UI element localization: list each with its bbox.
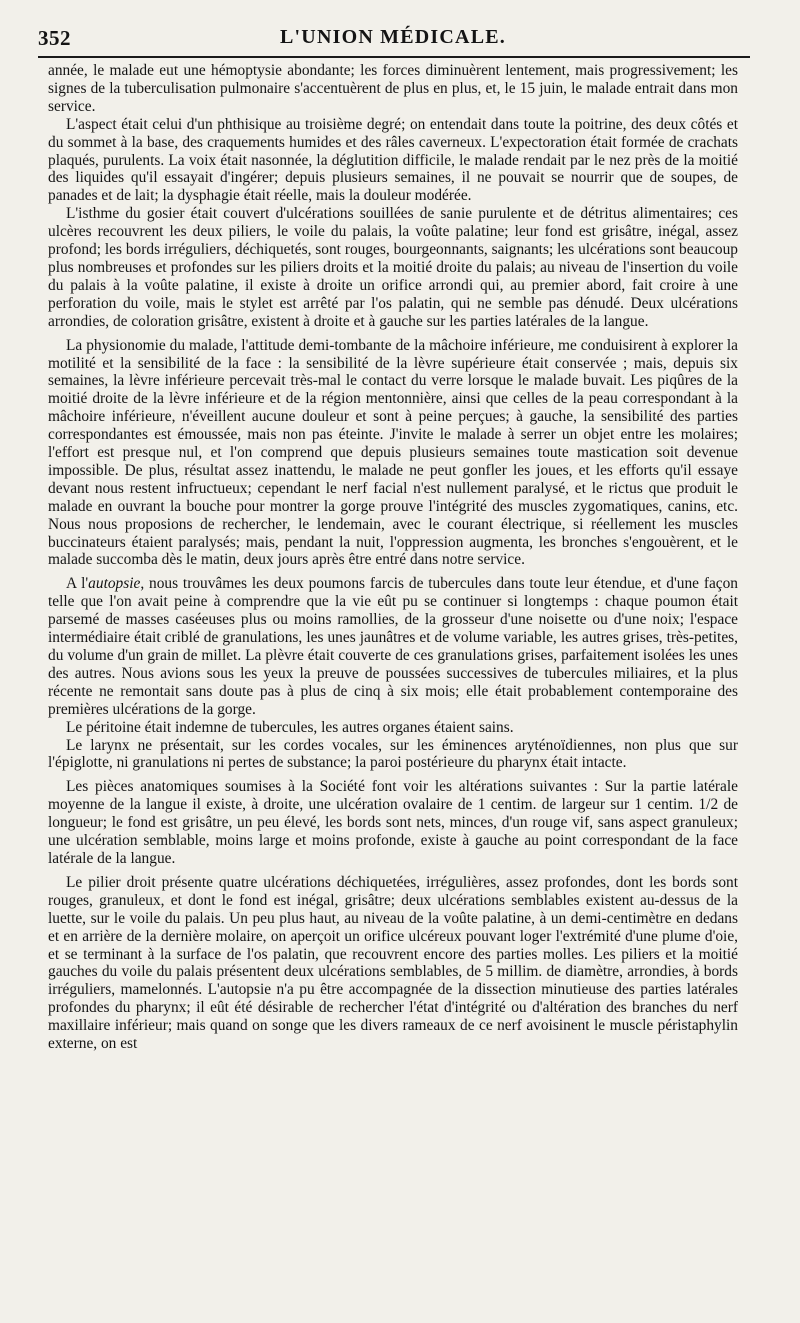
body-text [48,62,738,1053]
autopsy-text: , nous trouvâmes les deux poumons farcis de tubercules dans toute leur étendue, et d'une façon telle que l'on avait peine à comprendre que la vie eût pu se continuer si longtemps : chaque poumon était parsemé de masses caséeuses plus ou moins ramollies, de la grosseur d'une noisette ou d'une noix; l'espace intermédiaire était criblé de granulations, les unes jaunâtres et de volume variable, les autres grises, très-petites, du volume d'un grain de millet. La plèvre était couverte de ces granulations grises, parfaitement isolées les unes des autres. Nous avions sous les yeux la preuve de poussées successives de tubercules miliaires, et la plus récente ne remontait sans doute pas à plus de cinq à six mois; elle était probablement contemporaine des premières ulcérations de la gorge. [48,575,738,718]
page-number: 352 [38,26,71,50]
page-header [38,22,748,52]
paragraph: année, le malade eut une hémoptysie abondante; les forces diminuèrent lentement, mais progressivement; les signes de la tuberculisation pulmonaire s'accentuèrent de plus en plus, et, le 15 juin, le malade entrait dans mon service. [48,62,738,115]
autopsy-emphasis: autopsie [88,575,141,593]
paragraph: Les pièces anatomiques soumises à la Société font voir les altérations suivantes : Sur la partie latérale moyenne de la langue il existe, à droite, une ulcération ovalaire de 1 centim. de largeur sur 1 centim. 1/2 de longueur; le fond est grisâtre, un peu élevé, les bords sont nets, minces, d'un rouge vif, sans aspect granuleux; une ulcération semblable, moins large et moins profonde, existe à gauche au point correspondant de la face latérale de la langue. [48,778,738,867]
header-rule [38,56,750,58]
paragraph: L'aspect était celui d'un phthisique au troisième degré; on entendait dans toute la poitrine, des deux côtés et du sommet à la base, des craquements humides et des râles caverneux. L'expectoration était formée de crachats plaqués, purulents. La voix était nasonnée, la déglutition difficile, le malade rendait par le nez près de la moitié des liquides qu'il essayait d'ingérer; depuis plusieurs semaines, il ne pouvait se nourrir que de soupes, de panades et de lait; la dysphagie était réelle, mais la douleur modérée. [48,115,738,205]
journal-title: L'UNION MÉDICALE. [280,26,506,48]
autopsy-lead: A l' [66,575,89,593]
paragraph: Le larynx ne présentait, sur les cordes vocales, sur les éminences aryténoïdiennes, non plus que sur l'épiglotte, ni granulations ni pertes de substance; la paroi postérieure du pharynx était intacte. [48,736,738,772]
paragraph: L'isthme du gosier était couvert d'ulcérations souillées de sanie purulente et de détritus alimentaires; ces ulcères recouvrent les deux piliers, le voile du palais, la voûte palatine; leur fond est grisâtre, inégal, assez profond; les bords irréguliers, déchiquetés, sont rouges, bourgeonnants, saignants; les ulcérations sont beaucoup plus nombreuses et profondes sur les piliers droits et la moitié droite du palais; au niveau de l'insertion du voile du palais à la voûte palatine, il existe à droite un orifice arrondi qui, au premier abord, fait croire à une perforation du voile, mais le stylet est arrêté par l'os palatin, qui ne semble pas dénudé. Deux ulcérations arrondies, de coloration grisâtre, existent à droite et à gauche sur les parties latérales de la langue. [48,205,738,330]
paragraph: Le péritoine était indemne de tubercules, les autres organes étaient sains. [66,718,514,736]
paragraph: Le pilier droit présente quatre ulcérations déchiquetées, irrégulières, assez profondes, dont les bords sont rouges, granuleux, et dont le fond est inégal, grisâtre; deux ulcérations semblables existent au-dessus de la luette, sur le voile du palais. Un peu plus haut, au niveau de la voûte palatine, à un demi-centimètre en dedans et en arrière de la dernière molaire, on aperçoit un orifice ulcéreux pouvant loger l'extrémité d'une plume d'oie, et se terminant à la surface de l'os palatin, que recouvrent encore des parties molles. Les piliers et la moitié gauches du voile du palais présentent deux ulcérations semblables, de 5 millim. de diamètre, arrondies, à bords irréguliers, mamelonnés. L'autopsie n'a pu être accompagnée de la dissection minutieuse des parties latérales profondes du pharynx; il eût été désirable de rechercher l'état d'intégrité ou d'altération des branches du nerf maxillaire inférieur; mais quand on songe que les divers rameaux de ce nerf avoisinent le muscle péristaphylin externe, on est [48,873,738,1053]
paragraph-autopsy [48,575,738,718]
paragraph: La physionomie du malade, l'attitude demi-tombante de la mâchoire inférieure, me conduisirent à explorer la motilité et la sensibilité de la face : la sensibilité de la lèvre supérieure était conservée ; mais, depuis six semaines, la lèvre inférieure percevait très-mal le contact du verre lorsque le malade buvait. Les piqûres de la moitié droite de la lèvre inférieure et de la région mentonnière, ainsi que celles de la peau correspondant à la mâchoire inférieure, n'éveillent aucune douleur et sont à peine perçues; à gauche, la sensibilité des parties correspondantes est émoussée, mais non pas éteinte. J'invite le malade à serrer un objet entre les molaires; l'effort est presque nul, et l'on comprend que depuis plusieurs semaines toute mastication soit devenue impossible. De plus, résultat assez inattendu, le malade ne peut gonfler les joues, et les efforts qu'il essaye devant nous restent infructueux; cependant le nerf facial n'est nullement paralysé, et le rictus que produit le malade en ouvrant la bouche pour montrer la gorge prouve l'intégrité des muscles zygomatiques, canins, etc. Nous nous proposions de rechercher, le lendemain, avec le courant électrique, si réellement les muscles buccinateurs étaient paralysés; mais, pendant la nuit, l'oppression augmenta, les bronches s'engouèrent, et le malade succomba dès le matin, deux jours après être entré dans notre service. [48,336,738,569]
